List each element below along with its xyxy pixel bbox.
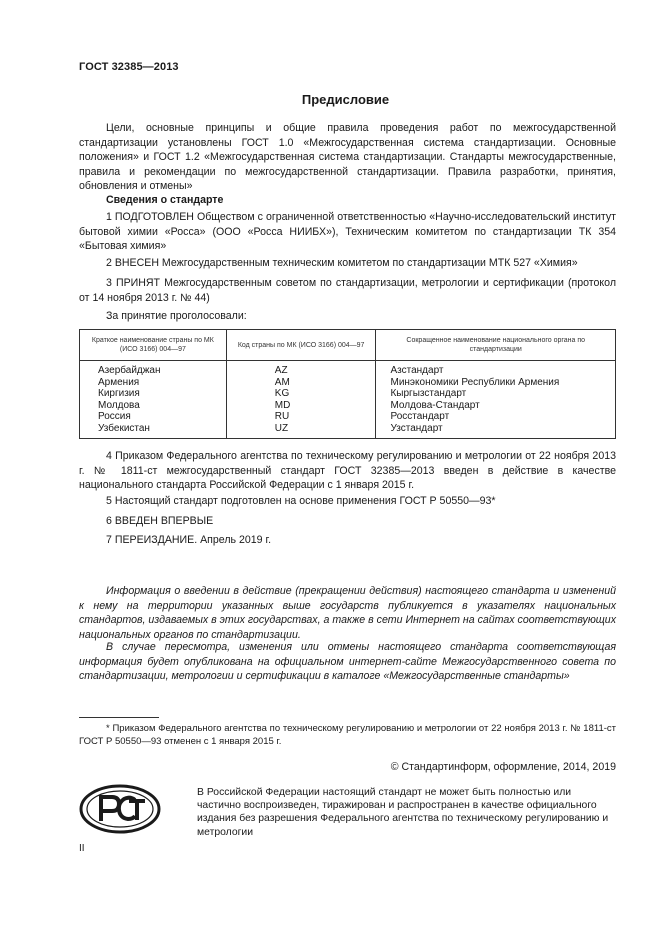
- voting-table-grid: [79, 329, 616, 439]
- table-row: [80, 423, 616, 438]
- table-header-row: [80, 330, 616, 361]
- notice-1-text: Информация о введении в действие (прекращении действия) настоящего стандарта и изменений к нему на территории указанных выше государств публикуется в указателях национальных стандартов, издаваемых в этих государствах, а также в сети Интернет на сайтах соответствующих национальных органов по стандартизации.: [79, 585, 616, 641]
- table-row: [80, 411, 616, 423]
- table-row: [80, 400, 616, 412]
- footnote-rule: [79, 717, 159, 718]
- item-5-text: 5 Настоящий стандарт подготовлен на основе применения ГОСТ Р 50550—93*: [106, 495, 496, 507]
- code-cell: UZ: [226, 423, 376, 438]
- country-cell: Азербайджан: [80, 361, 227, 377]
- page-number: II: [79, 843, 85, 854]
- body-cell: Кыргызстандарт: [376, 388, 616, 400]
- body-cell: Узстандарт: [376, 423, 616, 438]
- rst-certification-logo-icon: [79, 784, 161, 834]
- code-cell: MD: [226, 400, 376, 412]
- intro-paragraph: [79, 121, 616, 194]
- country-cell: Армения: [80, 377, 227, 389]
- footnote-text: * Приказом Федерального агентства по техническому регулированию и метрологии от 22 ноября 2013 г. № 1811-ст ГОСТ Р 50550—93 отменен с 1 января 2015 г.: [79, 723, 616, 747]
- country-cell: Россия: [80, 411, 227, 423]
- country-cell: Молдова: [80, 400, 227, 412]
- page-title: Предисловие: [301, 92, 390, 107]
- footnote: [79, 722, 616, 748]
- copyright: © Стандартинформ, оформление, 2014, 2019: [390, 761, 616, 773]
- item-3: [79, 276, 616, 305]
- item-2: [79, 256, 616, 271]
- code-cell: AM: [226, 377, 376, 389]
- item-5: [79, 494, 616, 509]
- notice-paragraph-2: [79, 640, 616, 684]
- table-row: [80, 388, 616, 400]
- item-1-text: 1 ПОДГОТОВЛЕН Обществом с ограниченной ответственностью «Научно-исследовательский институт бытовой химии «Росса» (ООО «Росса НИИБХ»), Техническим комитетом по стандартизации ТК 354 «Бытовая химия»: [79, 211, 616, 252]
- body-cell: Минэкономики Республики Армения: [376, 377, 616, 389]
- document-id: ГОСТ 32385—2013: [79, 61, 179, 73]
- body-cell: Молдова-Стандарт: [376, 400, 616, 412]
- notice-paragraph-1: [79, 584, 616, 642]
- intro-text: Цели, основные принципы и общие правила проведения работ по межгосударственной стандартизации установлены ГОСТ 1.0 «Межгосударственная система стандартизации. Основные положения» и ГОСТ 1.2 «Межгосударственная система стандартизации. Стандарты межгосударственные, правила и рекомендации по межгосударственной стандартизации. Правила разработки, принятия, обновления и отмены»: [79, 122, 616, 192]
- country-cell: Узбекистан: [80, 423, 227, 438]
- item-7-text: 7 ПЕРЕИЗДАНИЕ. Апрель 2019 г.: [106, 534, 272, 546]
- code-cell: KG: [226, 388, 376, 400]
- body-cell: Азстандарт: [376, 361, 616, 377]
- legal-notice: [197, 786, 617, 839]
- code-cell: AZ: [226, 361, 376, 377]
- item-6: [79, 514, 616, 529]
- item-1: [79, 210, 616, 254]
- voting-table: [79, 329, 616, 439]
- item-2-text: 2 ВНЕСЕН Межгосударственным техническим комитетом по стандартизации МТК 527 «Химия»: [106, 257, 578, 269]
- table-row: [80, 377, 616, 389]
- code-cell: RU: [226, 411, 376, 423]
- item-4-text: 4 Приказом Федерального агентства по техническому регулированию и метрологии от 22 ноября 2013 г. № 1811-ст межгосударственный стандарт ГОСТ 32385—2013 введен в действие в качестве национального стандарта Российской Федерации с 1 января 2015 г.: [79, 450, 616, 491]
- table-header-body: Сокращенное наименование национального органа по стандартизации: [376, 330, 616, 361]
- legal-text: В Российской Федерации настоящий стандарт не может быть полностью или частично воспроизведен, тиражирован и распространен в качестве официального издания без разрешения Федерального агентства по техническому регулированию и метрологии: [197, 787, 609, 838]
- vote-intro-text: За принятие проголосовали:: [106, 310, 247, 322]
- notice-2-text: В случае пересмотра, изменения или отмены настоящего стандарта соответствующая информация будет опубликована на официальном интернет-сайте Межгосударственного совета по стандартизации, метрологии и сертификации в каталоге «Межгосударственные стандарты»: [79, 641, 616, 682]
- table-header-code: Код страны по МК (ИСО 3166) 004—97: [226, 330, 376, 361]
- info-heading: Сведения о стандарте: [106, 194, 224, 206]
- item-4: [79, 449, 616, 493]
- table-row: [80, 361, 616, 377]
- table-header-country: Краткое наименование страны по МК (ИСО 3166) 004—97: [80, 330, 227, 361]
- body-cell: Росстандарт: [376, 411, 616, 423]
- item-7: [79, 533, 616, 548]
- country-cell: Киргизия: [80, 388, 227, 400]
- vote-intro: [79, 309, 616, 324]
- item-3-text: 3 ПРИНЯТ Межгосударственным советом по стандартизации, метрологии и сертификации (протокол от 14 ноября 2013 г. № 44): [79, 277, 616, 304]
- item-6-text: 6 ВВЕДЕН ВПЕРВЫЕ: [106, 515, 214, 527]
